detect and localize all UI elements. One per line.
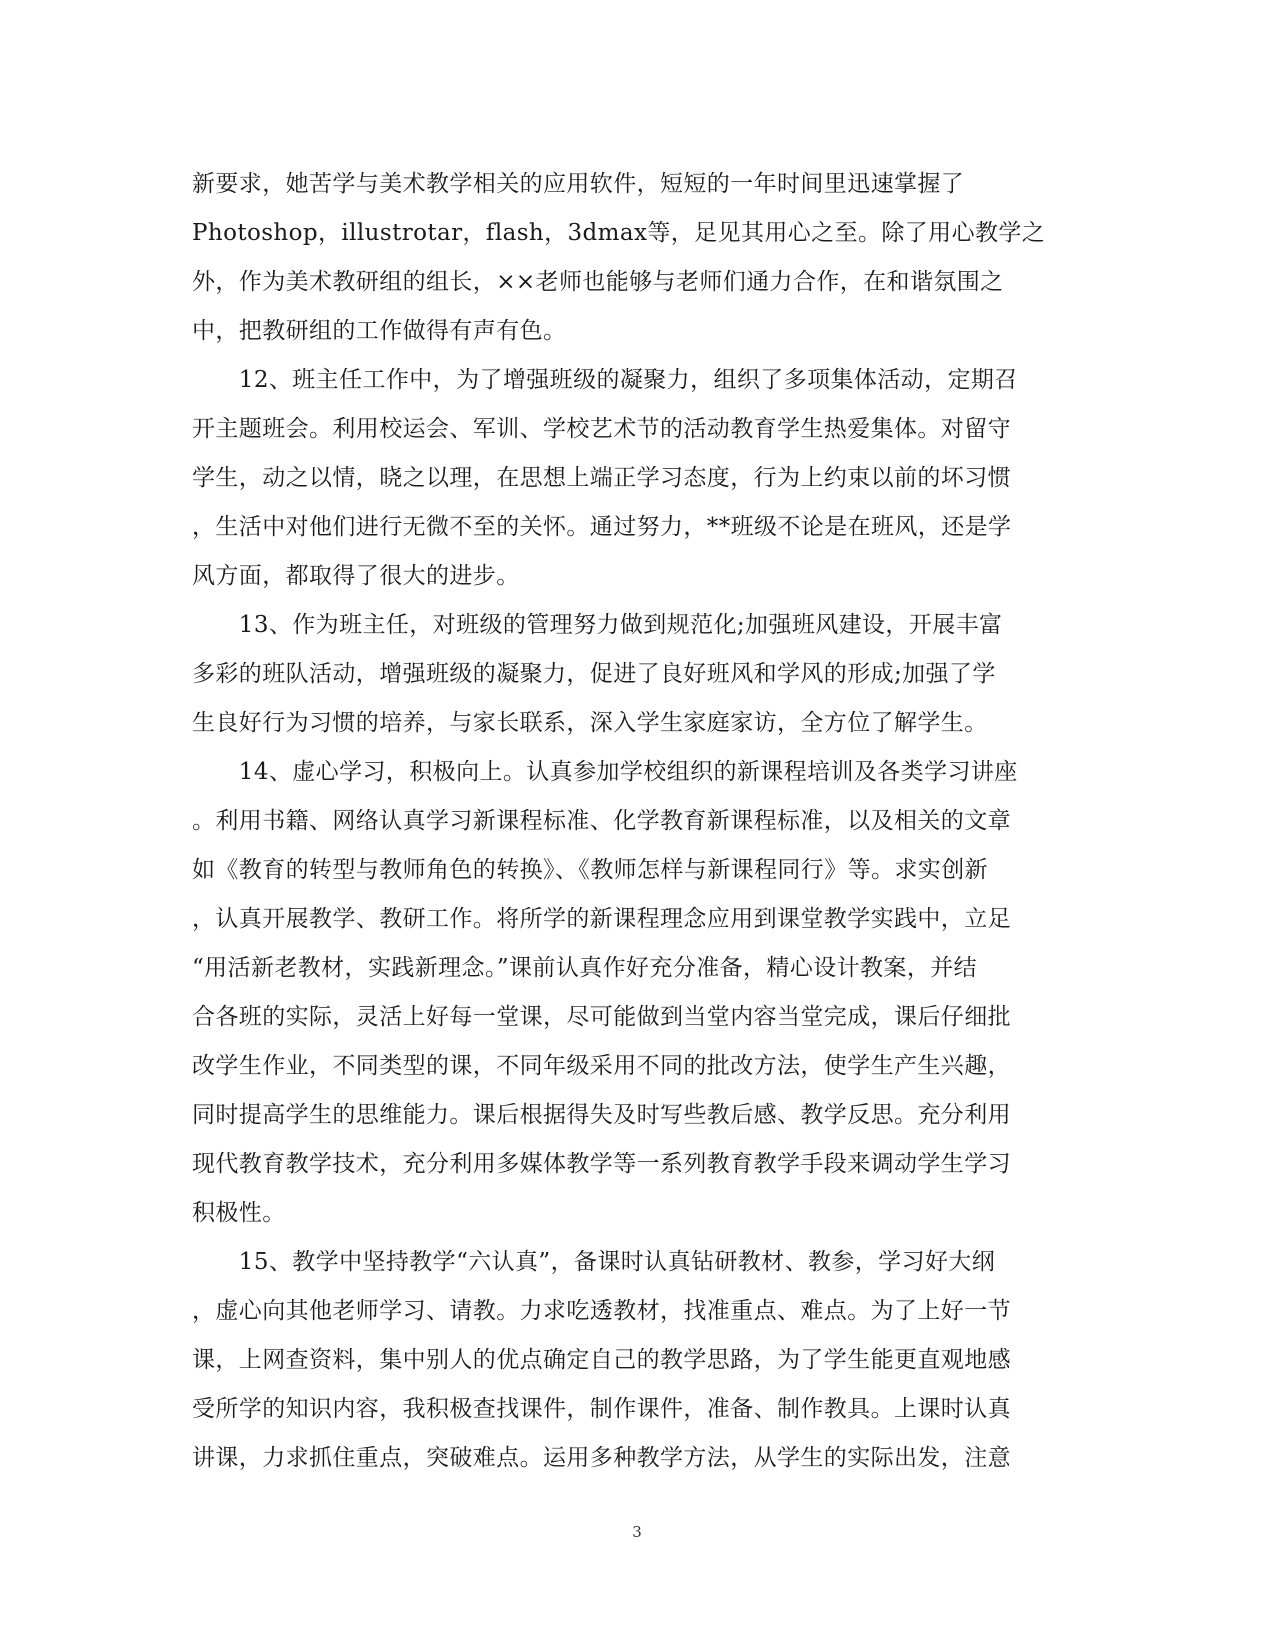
text-line: 学生，动之以情，晓之以理，在思想上端正学习态度，行为上约束以前的坏习惯 <box>192 465 1011 491</box>
text-line: 同时提高学生的思维能力。课后根据得失及时写些教后感、教学反思。充分利用 <box>192 1102 1011 1128</box>
text-line: 风方面，都取得了很大的进步。 <box>192 563 520 589</box>
text-line: 中，把教研组的工作做得有声有色。 <box>192 318 567 344</box>
text-line: ，虚心向其他老师学习、请教。力求吃透教材，找准重点、难点。为了上好一节 <box>192 1298 1011 1324</box>
text-line: 积极性。 <box>192 1200 286 1226</box>
text-line: 15、教学中坚持教学“六认真”，备课时认真钻研教材、教参，学习好大纲 <box>192 1249 996 1275</box>
body-text <box>192 160 1072 1483</box>
page-number: 3 <box>632 1523 642 1541</box>
text-line: 。利用书籍、网络认真学习新课程标准、化学教育新课程标准，以及相关的文章 <box>192 808 1011 834</box>
text-line: 外，作为美术教研组的组长，××老师也能够与老师们通力合作，在和谐氛围之 <box>192 269 1004 295</box>
text-line: 13、作为班主任，对班级的管理努力做到规范化;加强班风建设，开展丰富 <box>192 612 1003 638</box>
text-line: 讲课，力求抓住重点，突破难点。运用多种教学方法，从学生的实际出发，注意 <box>192 1445 1011 1471</box>
text-line: 课，上网查资料，集中别人的优点确定自己的教学思路，为了学生能更直观地感 <box>192 1347 1011 1373</box>
text-line: 改学生作业，不同类型的课，不同年级采用不同的批改方法，使学生产生兴趣， <box>192 1053 1011 1079</box>
text-line: 生良好行为习惯的培养，与家长联系，深入学生家庭家访，全方位了解学生。 <box>192 710 988 736</box>
text-line: 新要求，她苦学与美术教学相关的应用软件，短短的一年时间里迅速掌握了 <box>192 171 965 197</box>
text-line: 受所学的知识内容，我积极查找课件，制作课件，准备、制作教具。上课时认真 <box>192 1396 1011 1422</box>
text-line: Photoshop，illustrotar，flash，3dmax等，足见其用心之至。除了用心教学之 <box>192 220 1046 246</box>
text-line: ，生活中对他们进行无微不至的关怀。通过努力，**班级不论是在班风，还是学 <box>192 514 1012 540</box>
text-line: 多彩的班队活动，增强班级的凝聚力，促进了良好班风和学风的形成;加强了学 <box>192 661 996 687</box>
text-line: 14、虚心学习，积极向上。认真参加学校组织的新课程培训及各类学习讲座 <box>192 759 1018 785</box>
text-line: 如《教育的转型与教师角色的转换》、《教师怎样与新课程同行》等。求实创新 <box>192 857 988 883</box>
text-line: ，认真开展教学、教研工作。将所学的新课程理念应用到课堂教学实践中，立足 <box>192 906 1011 932</box>
text-line: 开主题班会。利用校运会、军训、学校艺术节的活动教育学生热爱集体。对留守 <box>192 416 1011 442</box>
text-line: “用活新老教材，实践新理念。”课前认真作好充分准备，精心设计教案，并结 <box>192 955 978 981</box>
text-line: 合各班的实际，灵活上好每一堂课，尽可能做到当堂内容当堂完成，课后仔细批 <box>192 1004 1011 1030</box>
text-line: 现代教育教学技术，充分利用多媒体教学等一系列教育教学手段来调动学生学习 <box>192 1151 1011 1177</box>
text-line: 12、班主任工作中，为了增强班级的凝聚力，组织了多项集体活动，定期召 <box>192 367 1018 393</box>
